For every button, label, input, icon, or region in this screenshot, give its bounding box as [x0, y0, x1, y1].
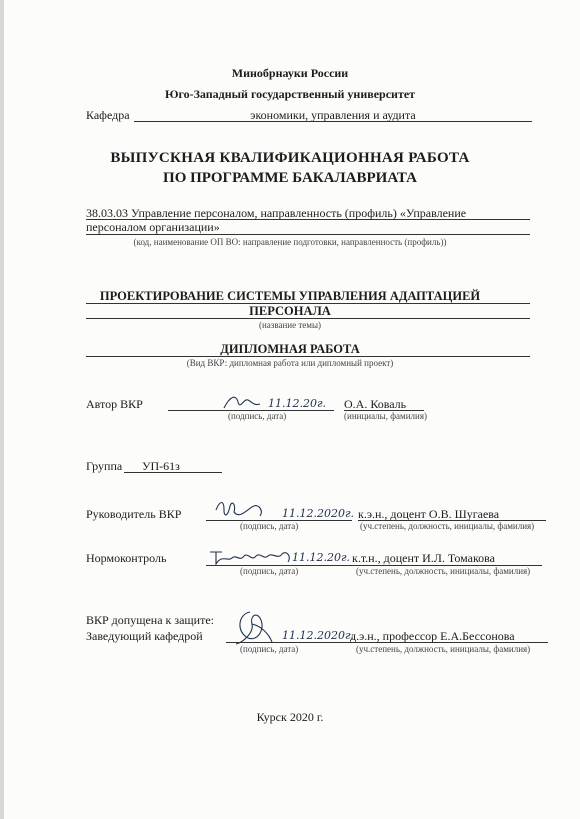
admission-label: ВКР допущена к защите:: [86, 613, 214, 627]
admission-date: 11.12.2020г.: [282, 629, 355, 642]
program-caption: (код, наименование ОП ВО: направление подготовки, направленность (профиль)): [133, 237, 447, 247]
author-sign-caption: (подпись, дата): [228, 411, 287, 421]
supervisor-name-caption: (уч.степень, должность, инициалы, фамилия): [360, 521, 535, 531]
topic-underline2: [86, 318, 530, 319]
supervisor-sign-caption: (подпись, дата): [240, 521, 299, 531]
head-of-department-label: Заведующий кафедрой: [86, 629, 203, 643]
program-line2: персоналом организации»: [86, 220, 220, 234]
topic-caption: (название темы): [258, 320, 322, 330]
supervisor-label: Руководитель ВКР: [86, 507, 182, 521]
normcontrol-name-caption: (уч.степень, должность, инициалы, фамилия): [356, 566, 531, 576]
head-name-caption: (уч.степень, должность, инициалы, фамилия): [356, 644, 531, 654]
author-date: 11.12.20г.: [268, 397, 327, 410]
ministry-title: Минобрнауки России: [231, 66, 349, 80]
author-name-caption: (инициалы, фамилия): [344, 411, 427, 421]
program-line1: 38.03.03 Управление персоналом, направленность (профиль) «Управление: [86, 206, 467, 220]
head-signature: [232, 608, 274, 646]
supervisor-date: 11.12.2020г.: [282, 507, 355, 520]
work-type-value: ДИПЛОМНАЯ РАБОТА: [220, 342, 360, 356]
department-value: экономики, управления и аудита: [250, 108, 416, 122]
normcontrol-sign-caption: (подпись, дата): [240, 566, 299, 576]
city-year: Курск 2020 г.: [256, 710, 324, 724]
work-type-underline: [86, 356, 530, 357]
topic-line2: ПЕРСОНАЛА: [249, 304, 331, 318]
author-label: Автор ВКР: [86, 397, 143, 411]
scan-edge: [0, 0, 4, 819]
group-value: УП-61з: [142, 459, 180, 473]
work-type-caption: (Вид ВКР: дипломная работа или дипломный проект): [186, 358, 394, 368]
program-underline2: [86, 234, 530, 235]
group-label: Группа: [86, 459, 123, 473]
topic-line1: ПРОЕКТИРОВАНИЕ СИСТЕМЫ УПРАВЛЕНИЯ АДАПТАЦИЕЙ: [99, 289, 481, 303]
university-title: Юго-Западный государственный университет: [164, 87, 416, 101]
normcontrol-label: Нормоконтроль: [86, 551, 167, 565]
author-name: О.А. Коваль: [344, 397, 407, 411]
supervisor-name: к.э.н., доцент О.В. Шугаева: [358, 507, 500, 521]
head-name-line: [350, 642, 548, 643]
department-label: Кафедра: [86, 108, 130, 122]
head-name: д.э.н., профессор Е.А.Бессонова: [350, 629, 515, 643]
normcontrol-date: 11.12.20г.: [292, 551, 351, 564]
normcontrol-signature: [208, 546, 294, 568]
document-title-line2: ПО ПРОГРАММЕ БАКАЛАВРИАТА: [163, 170, 417, 186]
normcontrol-name: к.т.н., доцент И.Л. Томакова: [352, 551, 496, 565]
document-title-line1: ВЫПУСКНАЯ КВАЛИФИКАЦИОННАЯ РАБОТА: [110, 150, 470, 166]
admission-sign-caption: (подпись, дата): [240, 644, 299, 654]
